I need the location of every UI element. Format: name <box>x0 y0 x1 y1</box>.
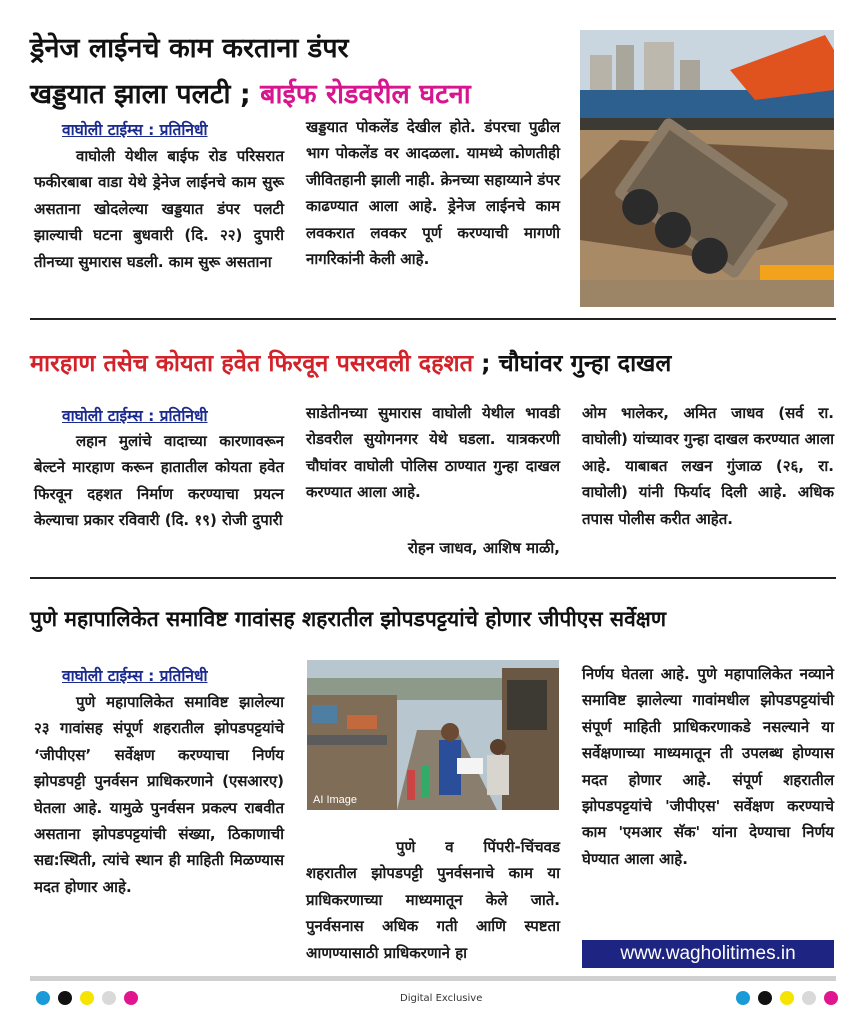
story2-column-3: ओम भालेकर, अमित जाधव (सर्व रा. वाघोली) यांच्यावर गुन्हा दाखल करण्यात आला आहे. याबाबत लखन गुंजाळ (२६, रा. वाघोली) यांनी फिर्याद दिली आहे. अधिक तपास पोलीस करीत आहेत. <box>582 404 834 528</box>
story3-column-3: निर्णय घेतला आहे. पुणे महापालिकेत नव्याने समाविष्ट झालेल्या गावांमधील झोपडपट्टयांची संपूर्ण माहिती प्राधिकरणाकडे नसल्याने या सर्वेक्षणाच्या माध्यमातून ती उपलब्ध होण्यास मदत होणार आहे. संपूर्ण शहरातील झोपडपट्टयांचे 'जीपीएस' सर्वेक्षण करण्याचे काम 'एमआर सॅक' यांना देण्याचा निर्णय घेण्यात आला आहे. <box>582 665 834 868</box>
cyan-registration-dot-right <box>736 991 750 1005</box>
story2-column-1: लहान मुलांचे वादाच्या कारणावरून बेल्टने मारहाण करून हातातील कोयता हवेत फिरवून दहशत निर्माण करण्याचा प्रयत्न केल्याचा प्रकार रविवारी (दि. १९) रोजी दुपारी <box>34 432 284 530</box>
divider-1 <box>30 318 836 320</box>
story1-headline-line1: ड्रेनेज लाईनचे काम करताना डंपर <box>30 33 349 64</box>
story2-column-2: साडेतीनच्या सुमारास वाघोली येथील भावडी रोडवरील सुयोगनगर येथे घडला. यात्रकरणी चौघांवर वाघोली पोलिस ठाण्यात गुन्हा दाखल करण्यात आला आहे. <box>306 404 560 502</box>
website-banner[interactable]: www.wagholitimes.in <box>582 940 834 968</box>
grey-registration-dot <box>102 991 116 1005</box>
cyan-registration-dot <box>36 991 50 1005</box>
story1-photo <box>580 30 834 307</box>
story3-byline: वाघोली टाईम्स : प्रतिनिधी <box>62 667 208 685</box>
story1-column-1: वाघोली येथील बाईफ रोड परिसरात फकीरबाबा वाडा येथे ड्रेनेज लाईनचे काम सुरू असताना खोदलेल्या खड्डयात डंपर पलटी झाल्याची घटना बुधवारी (दि. २२) दुपारी तीनच्या सुमारास घडली. काम सुरू असताना <box>34 147 284 271</box>
black-registration-dot <box>58 991 72 1005</box>
story1-byline: वाघोली टाईम्स : प्रतिनिधी <box>62 121 208 139</box>
magenta-registration-dot-right <box>824 991 838 1005</box>
story3-column-2: पुणे व पिंपरी-चिंचवड शहरातील झोपडपट्टी पुनर्वसनाचे काम या प्राधिकरणाच्या माध्यमातून केले जाते. पुनर्वसनास अधिक गती आणि स्पष्टता आणण्यासाठी प्राधिकरणाने हा <box>306 838 560 962</box>
footer-digital-exclusive: Digital Exclusive <box>400 993 483 1004</box>
story2-column-2-names: रोहन जाधव, आशिष माळी, <box>407 539 560 557</box>
story1-headline-line2 <box>30 74 471 111</box>
divider-2 <box>30 577 836 579</box>
story2-byline: वाघोली टाईम्स : प्रतिनिधी <box>62 407 208 425</box>
photo-caption: AI Image <box>313 794 358 806</box>
story2-headline-part-b: ; चौघांवर गुन्हा दाखल <box>472 349 672 377</box>
story2-headline-part-a: मारहाण तसेच कोयता हवेत फिरवून पसरवली दहशत <box>30 349 473 377</box>
story3-column-1: पुणे महापालिकेत समाविष्ट झालेल्या २३ गावांसह संपूर्ण शहरातील झोपडपट्टयांचे ‘जीपीएस’ सर्वेक्षण करण्याचा निर्णय झोपडपट्टी पुनर्वसन प्राधिकरणाने (एसआरए) घेतला आहे. यामुळे पुनर्वसन प्रकल्प राबवीत असताना झोपडपट्टयांची संख्या, ठिकाणाची सद्य:स्थिती, त्यांचे स्थान ही माहिती मिळण्यास मदत होणार आहे. <box>34 693 284 896</box>
story1-headline-part-a: खड्डयात झाला पलटी ; <box>30 79 261 110</box>
yellow-registration-dot <box>80 991 94 1005</box>
slum-survey-image <box>307 660 559 810</box>
magenta-registration-dot <box>124 991 138 1005</box>
overturned-dumper-image <box>580 30 834 307</box>
story3-photo <box>307 660 559 810</box>
story2-headline <box>30 346 671 378</box>
black-registration-dot-right <box>758 991 772 1005</box>
yellow-registration-dot-right <box>780 991 794 1005</box>
story1-headline-part-b: बाईफ रोडवरील घटना <box>260 79 471 110</box>
footer-rule <box>30 976 836 981</box>
story3-headline: पुणे महापालिकेत समाविष्ट गावांसह शहरातील झोपडपट्टयांचे होणार जीपीएस सर्वेक्षण <box>30 607 667 631</box>
story1-column-2: खड्डयात पोकलेंड देखील होते. डंपरचा पुढील भाग पोकलेंड वर आदळला. यामध्ये कोणतीही जीवितहानी झाली नाही. क्रेनच्या सहाय्याने डंपर काढण्यात आला आहे. ड्रेनेज लाईनचे काम लवकरात लवकर पूर्ण करण्याची मागणी नागरिकांनी केली आहे. <box>306 118 560 269</box>
grey-registration-dot-right <box>802 991 816 1005</box>
